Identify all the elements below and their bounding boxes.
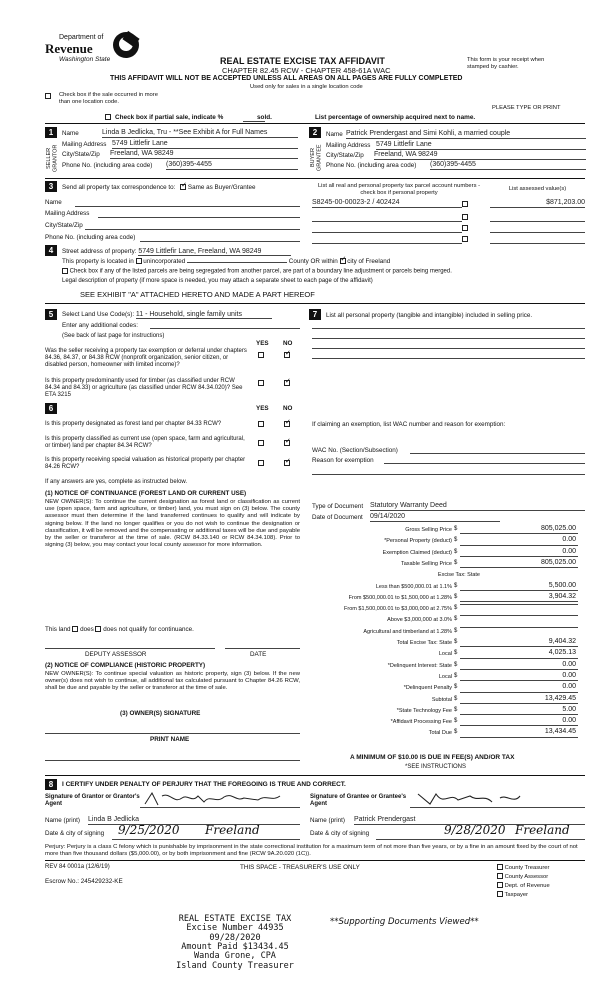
tax-row-label: *State Technology Fee: [396, 707, 452, 714]
unincorporated-checkbox[interactable]: [136, 258, 142, 264]
dollar-sign: $: [454, 706, 458, 713]
does-not-qualify-checkbox[interactable]: [95, 626, 101, 632]
wac-label: WAC No. (Section/Subsection): [312, 447, 398, 454]
copy-assessor-checkbox[interactable]: [497, 873, 503, 879]
same-as-buyer-checkbox[interactable]: [180, 184, 186, 190]
notice1-body: NEW OWNER(S): To continue the current designation as forest land or classification as current use (open space, farm and agriculture, or timber) land, you must sign on (3) below. The county assessor must then determine if the land transferred continues to qualify and will indicate by signing below. If the land no longer qualifies or you do not wish to continue the designation or classification, it will be removed and the compensating or additional taxes will be due and payable by the seller or transferor at the time of sale. (RCW 84.33.140 or RCW 84.34.108). Prior to signing (3) below, you may contact your local county assessor for more information.: [45, 499, 300, 549]
dollar-sign: $: [454, 559, 458, 566]
dept-of: Department of: [59, 34, 104, 41]
escrow-number: Escrow No.: 245429232-KE: [45, 878, 123, 885]
tax-row-label: *Affidavit Processing Fee: [390, 719, 452, 726]
section-1-tab: 1: [45, 127, 57, 138]
s6-no-header: NO: [283, 405, 293, 412]
s6-q2-yes[interactable]: [258, 440, 264, 446]
tax-row: [310, 695, 600, 706]
buyer-side-label: BUYER GRANTEE: [310, 144, 323, 172]
grantee-signature: [410, 790, 585, 808]
owner-signature-label: (3) OWNER(S) SIGNATURE: [120, 710, 201, 717]
dollar-sign: $: [454, 684, 458, 691]
dollar-sign: $: [454, 661, 458, 668]
tax-row-label: Above $3,000,000 at 3.0%: [387, 617, 452, 624]
copy-treasurer-checkbox[interactable]: [497, 864, 503, 870]
tax-row-value: 0.00: [460, 661, 578, 670]
doc-type-label: Type of Document: [312, 503, 364, 510]
s6-q1-no[interactable]: [284, 421, 290, 427]
doc-date: 09/14/2020: [370, 513, 500, 522]
assessed-header: List assessed value(s): [508, 186, 567, 192]
grantor-name-label: Name (print): [45, 817, 80, 824]
tax-row-label: Exemption Claimed (deduct): [382, 549, 452, 556]
buyer-phone: (360)395-4455: [430, 161, 586, 170]
copy-taxpayer-checkbox[interactable]: [497, 891, 503, 897]
s5-q1-yes[interactable]: [258, 352, 264, 358]
minimum-note: A MINIMUM OF $10.00 IS DUE IN FEE(S) AND/OR TAX: [350, 754, 515, 761]
tax-row-value: 5,500.00: [460, 582, 578, 591]
parcel-1-checkbox[interactable]: [462, 201, 468, 207]
perjury-notice: Perjury: Perjury is a class C felony which is punishable by imprisonment in the state correctional institution for a maximum term of not more than five years, or by a fine in an amount fixed by the court of not more than five thousand dollars ($5,000.00), or by both imprisonment and fine (RCW 9A.20.020 (1C)).: [45, 844, 578, 858]
tax-row: [310, 717, 600, 728]
seller-address: 5749 Littlefir Lane: [112, 140, 298, 149]
tax-row: [310, 593, 600, 604]
notice2-title: (2) NOTICE OF COMPLIANCE (HISTORIC PROPERTY): [45, 662, 206, 669]
dollar-sign: $: [454, 582, 458, 589]
tax-row-value: 0.00: [460, 717, 578, 726]
legal-description: SEE EXHIBIT "A" ATTACHED HERETO AND MADE A PART HEREOF: [80, 290, 315, 299]
multi-location-checkbox[interactable]: [45, 93, 51, 99]
seller-phone: (360)395-4455: [166, 161, 298, 170]
tax-row: [310, 548, 600, 559]
legal-label: Legal description of property (if more space is needed, you may attach a separate sheet to each page of the affidavit): [62, 278, 373, 284]
does-qualify-checkbox[interactable]: [72, 626, 78, 632]
tax-row: [310, 627, 600, 638]
certify-statement: I CERTIFY UNDER PENALTY OF PERJURY THAT THE FOREGOING IS TRUE AND CORRECT.: [62, 781, 346, 788]
grantee-name-label: Name (print): [310, 817, 345, 824]
tax-row: [310, 706, 600, 717]
tax-row-label: Excise Tax: State: [437, 572, 480, 579]
dollar-sign: $: [454, 616, 458, 623]
rev-number: REV 84 0001a (12/6/19): [45, 864, 110, 870]
grantor-date: 9/25/2020: [118, 823, 180, 837]
dollar-sign: $: [454, 537, 458, 544]
personal-property-label: List all personal property (tangible and intangible) included in selling price.: [326, 312, 533, 319]
tax-row-value: 0.00: [460, 536, 578, 545]
grantor-city: Freeland: [205, 823, 260, 837]
segregated-row: Check box if any of the listed parcels are being segregated from another parcel, are part of a boundary line adjustment or parcels being merged.: [62, 268, 592, 276]
doc-date-label: Date of Document: [312, 514, 363, 521]
s6-q1: Is this property designated as forest land per chapter 84.33 RCW?: [45, 421, 222, 427]
grantee-date: 9/28/2020: [444, 823, 506, 837]
corr-city-label: City/State/Zip: [45, 222, 83, 229]
partial-sale-checkbox[interactable]: [105, 114, 111, 120]
seller-city: Freeland, WA 98249: [110, 150, 298, 159]
dollar-sign: $: [454, 672, 458, 679]
tax-row-value: 805,025.00: [460, 559, 578, 568]
tax-row: [310, 582, 600, 593]
treasurer-space: THIS SPACE - TREASURER'S USE ONLY: [240, 864, 360, 871]
tax-row-value: 805,025.00: [460, 525, 578, 534]
s5-q1-no[interactable]: [284, 352, 290, 358]
form-warning: THIS AFFIDAVIT WILL NOT BE ACCEPTED UNLESS ALL AREAS ON ALL PAGES ARE FULLY COMPLETED: [110, 75, 463, 82]
assessed-value: $871,203.00: [490, 199, 585, 208]
corr-address-label: Mailing Address: [45, 210, 90, 217]
notice1-title: (1) NOTICE OF CONTINUANCE (FOREST LAND OR CURRENT USE): [45, 490, 247, 497]
street-address: 5749 Littlefir Lane, Freeland, WA 98249: [138, 248, 291, 256]
dollar-sign: $: [454, 718, 458, 725]
tax-row-value: 0.00: [460, 548, 578, 557]
dollar-sign: $: [454, 695, 458, 702]
tax-row: [310, 728, 600, 739]
dollar-sign: $: [454, 605, 458, 612]
tax-row-label: Local: [438, 651, 452, 658]
copy-distribution: County Treasurer County Assessor Dept. of Revenue Taxpayer: [497, 864, 587, 900]
logo-emblem-icon: [113, 32, 139, 58]
s6-q3: Is this property receiving special valuation as historical property per chapter 84.26 RCW?: [45, 457, 246, 471]
grantee-sig-label: Signature of Grantee or Grantee's Agent: [310, 794, 407, 808]
section-4-tab: 4: [45, 245, 57, 256]
exemption-label: If claiming an exemption, list WAC number and reason for exemption:: [312, 421, 506, 428]
additional-codes-label: Enter any additional codes:: [62, 322, 138, 329]
grantee-date-label: Date & city of signing: [310, 830, 370, 837]
tax-row: [310, 683, 600, 694]
form-title: REAL ESTATE EXCISE TAX AFFIDAVIT: [220, 56, 385, 66]
tax-row-value: 3,904.32: [460, 593, 578, 602]
date-label: DATE: [250, 651, 267, 658]
tax-row-label: Taxable Selling Price: [400, 560, 452, 567]
tax-row-label: From $500,000.01 to $1,500,000 at 1.28%: [348, 594, 452, 601]
land-use-row: Select Land Use Code(s): 11 - Household, single family units: [62, 311, 302, 319]
print-note: PLEASE TYPE OR PRINT: [492, 105, 561, 111]
tax-row-label: Total Excise Tax: State: [396, 640, 452, 646]
form-subtitle: CHAPTER 82.45 RCW - CHAPTER 458-61A WAC: [222, 66, 391, 75]
s5-no-header: NO: [283, 340, 293, 347]
buyer-city: Freeland, WA 98249: [374, 151, 586, 160]
buyer-address: 5749 Littlefir Lane: [376, 141, 586, 150]
dept-state: Washington State: [59, 56, 111, 63]
parcel-header: List all real and personal property tax parcel account numbers - check box if personal property: [317, 183, 481, 196]
s5-q2-no[interactable]: [284, 380, 290, 386]
tax-row-label: From $1,500,000.01 to $3,000,000 at 2.75%: [344, 606, 452, 613]
s5-q2: Is this property predominantly used for timber (as classified under RCW 84.34 and 84.33) or agriculture (as classified under RCW 84.34.020)? See ETA 3215: [45, 378, 243, 399]
dollar-sign: $: [454, 650, 458, 657]
grantee-name: Patrick Prendergast: [354, 816, 585, 825]
see-instructions: *SEE INSTRUCTIONS: [405, 764, 467, 770]
dollar-sign: $: [454, 548, 458, 555]
section-8-tab: 8: [45, 779, 57, 790]
s6-q3-yes[interactable]: [258, 460, 264, 466]
tax-row-label: Subtotal: [431, 696, 452, 703]
tax-row-label: Gross Selling Price: [405, 527, 452, 533]
parcel-4-checkbox[interactable]: [462, 236, 468, 242]
tax-row: [310, 604, 600, 615]
seller-name: Linda B Jedlicka, Tru - **See Exhibit A for Full Names: [102, 129, 298, 138]
section-7-tab: 7: [309, 309, 321, 320]
tax-row: [310, 536, 600, 547]
tax-row: [310, 559, 600, 570]
s6-q1-yes[interactable]: [258, 421, 264, 427]
dollar-sign: $: [454, 639, 458, 645]
section-3-tab: 3: [45, 181, 57, 192]
section-6-tab: 6: [45, 403, 57, 414]
see-back: (See back of last page for instructions): [62, 333, 165, 339]
tax-row-value: 9,404.32: [460, 638, 578, 647]
tax-row-value: 0.00: [460, 683, 578, 692]
tax-row-label: Agricultural and timberland at 1.28%: [363, 628, 452, 635]
tax-row-label: Less than $500,000.01 at 1.1%: [375, 583, 452, 590]
land-use-code: 11 - Household, single family units: [136, 311, 272, 319]
tax-row-label: *Delinquent Interest: State: [387, 662, 452, 669]
tax-row-value: 0.00: [460, 672, 578, 681]
tax-row: [310, 570, 600, 581]
dor-logo: [45, 32, 140, 68]
tax-row-label: *Delinquent Penalty: [403, 685, 452, 692]
treasurer-stamp: REAL ESTATE EXCISE TAX Excise Number 44935 09/28/2020 Amount Paid $13434.45 Wanda Grone, CPA Island County Treasurer: [176, 914, 294, 971]
s6-if-yes: If any answers are yes, complete as instructed below.: [45, 479, 188, 485]
tax-row-label: Local: [438, 673, 452, 680]
corr-phone-label: Phone No. (including area code): [45, 234, 136, 241]
dollar-sign: $: [454, 627, 458, 634]
segregated-checkbox[interactable]: [62, 268, 68, 274]
tax-row: [310, 615, 600, 626]
s6-q3-no[interactable]: [284, 460, 290, 466]
reason-label: Reason for exemption: [312, 457, 374, 464]
section-5-tab: 5: [45, 309, 57, 320]
tax-row-value: [460, 627, 578, 628]
s5-yes-header: YES: [256, 340, 269, 347]
street-row: Street address of property: 5749 Littlefir Lane, Freeland, WA 98249: [62, 248, 582, 256]
supporting-docs-note: **Supporting Documents Viewed**: [330, 917, 479, 927]
parcel-2-checkbox[interactable]: [462, 214, 468, 220]
tax-row: [310, 672, 600, 683]
s6-q2-no[interactable]: [284, 440, 290, 446]
tax-row-value: [460, 604, 578, 605]
located-row: This property is located in unincorporated County OR within ✓ city of Freeland: [62, 258, 582, 266]
print-name-label: PRINT NAME: [150, 736, 190, 743]
tax-row: [310, 661, 600, 672]
grantor-signature: [140, 790, 300, 808]
tax-row-value: 13,434.45: [460, 728, 578, 737]
corr-name-label: Name: [45, 199, 62, 206]
dollar-sign: $: [454, 593, 458, 600]
s5-q1: Was the seller receiving a property tax exemption or deferral under chapters 84.36, 84.37, or 84.38 RCW (nonprofit organization, senior citizen, or disabled person, homeowner with limited income)?: [45, 348, 247, 369]
dollar-sign: $: [454, 526, 458, 532]
deputy-assessor-label: DEPUTY ASSESSOR: [85, 651, 147, 658]
dept-revenue: Revenue: [45, 41, 93, 56]
correspondence-row: Send all property tax correspondence to: ✓ Same as Buyer/Grantee: [62, 184, 302, 192]
copy-dor-checkbox[interactable]: [497, 882, 503, 888]
tax-row: [310, 525, 600, 536]
continuance-row: This land does does not qualify for continuance.: [45, 626, 194, 633]
grantor-sig-label: Signature of Grantor or Grantor's Agent: [45, 794, 140, 808]
tax-row-value: 13,429.45: [460, 695, 578, 704]
form-note: Used only for sales in a single location code: [250, 84, 363, 90]
tax-row-value: 4,025.13: [460, 649, 578, 658]
seller-side-label: SELLER GRANTOR: [46, 144, 59, 172]
receipt-note: This form is your receipt when stamped by cashier.: [467, 57, 545, 70]
notice2-body: NEW OWNER(S): To continue special valuation as historic property, sign (3) below. If the new owner(s) does not wish to continue, all additional tax calculated pursuant to Chapter 84.26 RCW, shall be due and payable by the seller or transferor at the time of sale.: [45, 671, 300, 692]
s6-yes-header: YES: [256, 405, 269, 412]
buyer-name: Patrick Prendergast and Simi Kohli, a married couple: [346, 130, 586, 139]
s5-q2-yes[interactable]: [258, 380, 264, 386]
doc-type: Statutory Warranty Deed: [370, 502, 585, 511]
tax-row-label: Total Due: [428, 730, 452, 737]
tax-row-label: *Personal Property (deduct): [384, 538, 452, 545]
city-checkbox[interactable]: [340, 258, 346, 264]
parcel-3-checkbox[interactable]: [462, 225, 468, 231]
tax-row: [310, 638, 600, 649]
s6-q2: Is this property classified as current use (open space, farm and agricultural, or timber) land per chapter 84.34 RCW?: [45, 436, 245, 450]
tax-row: [310, 649, 600, 660]
grantee-city: Freeland: [515, 823, 570, 837]
dollar-sign: $: [454, 729, 458, 736]
grantor-name: Linda B Jedlicka: [88, 816, 300, 825]
grantor-date-label: Date & city of signing: [45, 830, 105, 837]
parcel-number: S8245-00-00023-2 / 402424: [312, 199, 462, 208]
tax-row-value: 5.00: [460, 706, 578, 715]
tax-row-value: [460, 615, 578, 616]
section-2-tab: 2: [309, 127, 321, 138]
